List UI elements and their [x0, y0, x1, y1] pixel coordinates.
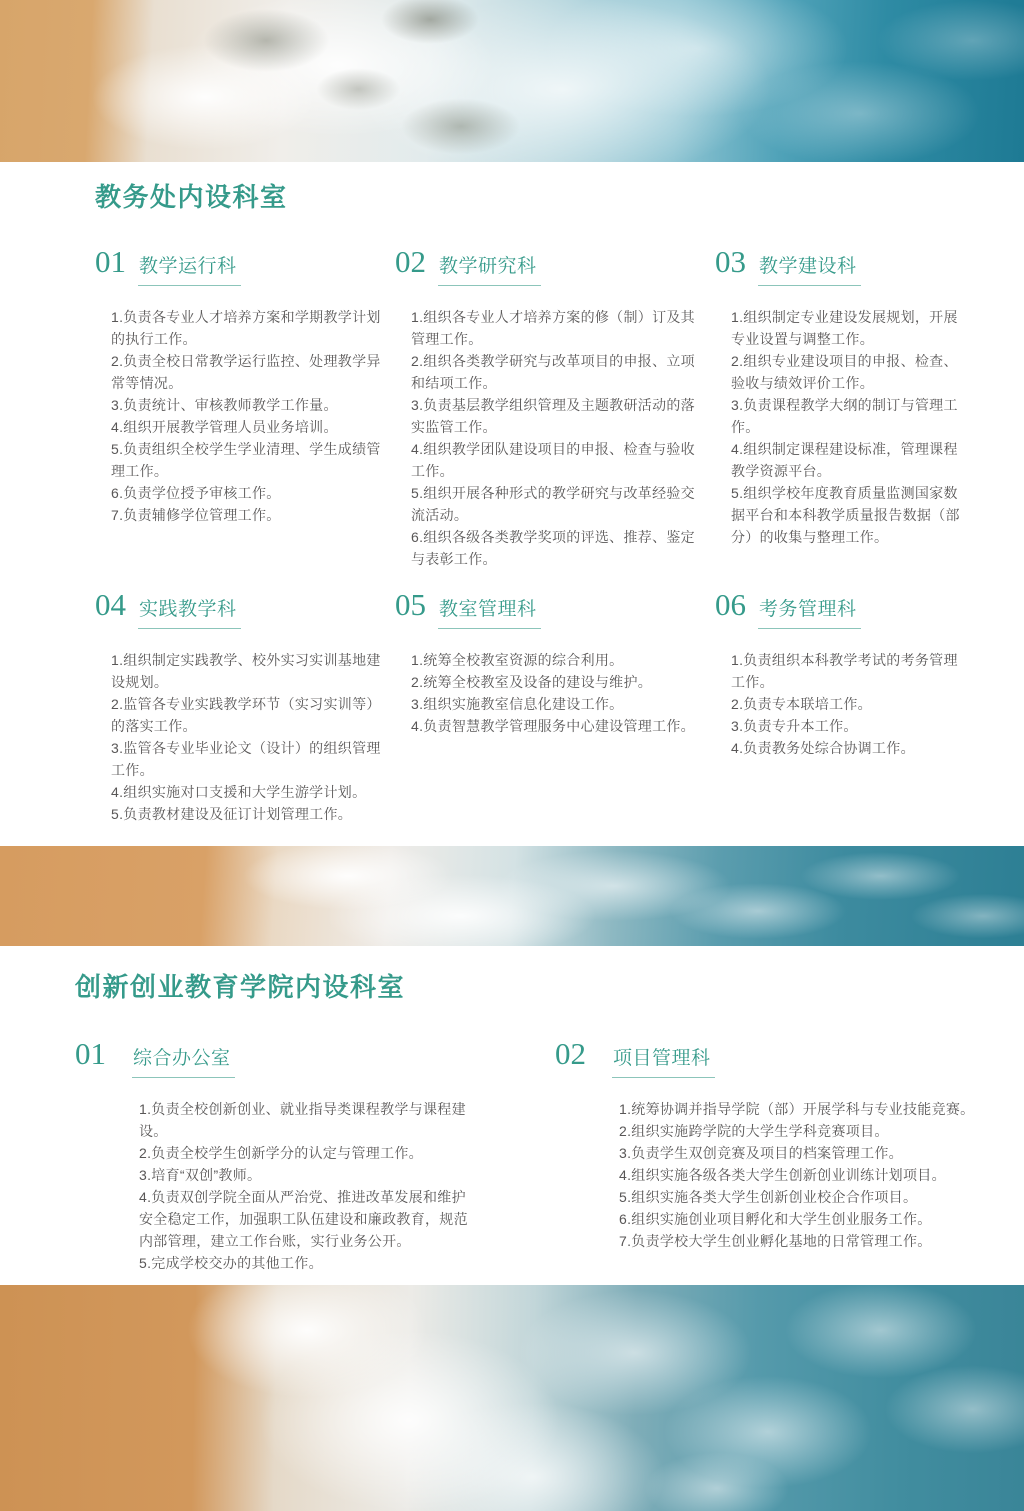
beach-photo-top-icon	[0, 0, 1024, 162]
duty-list	[95, 649, 395, 825]
duty-item: 5.组织开展各种形式的教学研究与改革经验交流活动。	[411, 485, 695, 523]
duty-list	[75, 1098, 555, 1274]
duty-item: 7.负责辅修学位管理工作。	[111, 507, 281, 523]
dept-header	[395, 245, 715, 286]
dept-card-practical-teaching	[95, 588, 395, 825]
dept-header	[555, 1037, 1024, 1078]
duty-list	[95, 306, 395, 526]
duty-item: 3.负责课程教学大纲的制订与管理工作。	[731, 397, 958, 435]
duty-item: 1.统筹协调并指导学院（部）开展学科与专业技能竞赛。	[619, 1101, 975, 1117]
duty-item: 6.负责学位授予审核工作。	[111, 485, 281, 501]
section-title-academic-affairs: 教务处内设科室	[95, 182, 288, 212]
duty-item: 3.负责基层教学组织管理及主题教研活动的落实监管工作。	[411, 397, 695, 435]
duty-item: 2.组织各类教学研究与改革项目的申报、立项和结项工作。	[411, 353, 695, 391]
duty-item: 3.组织实施教室信息化建设工作。	[411, 696, 624, 712]
duty-item: 2.负责全校学生创新学分的认定与管理工作。	[139, 1145, 423, 1161]
dept-number: 05	[395, 587, 426, 622]
duty-item: 4.组织制定课程建设标准，管理课程教学资源平台。	[731, 441, 958, 479]
duty-item: 4.组织实施对口支援和大学生游学计划。	[111, 784, 367, 800]
duty-item: 1.组织各专业人才培养方案的修（制）订及其管理工作。	[411, 309, 695, 347]
duty-item: 1.统筹全校教室资源的综合利用。	[411, 652, 624, 668]
duty-item: 4.负责教务处综合协调工作。	[731, 740, 915, 756]
dept-name: 项目管理科	[612, 1043, 715, 1078]
duty-item: 1.负责组织本科教学考试的考务管理工作。	[731, 652, 958, 690]
duty-item: 4.组织教学团队建设项目的申报、检查与验收工作。	[411, 441, 695, 479]
dept-number: 01	[95, 244, 126, 279]
duty-item: 4.组织实施各级各类大学生创新创业训练计划项目。	[619, 1167, 946, 1183]
dept-number: 02	[555, 1036, 586, 1071]
dept-number: 06	[715, 587, 746, 622]
duty-list	[395, 649, 715, 737]
section-innovation-college	[0, 946, 1024, 1285]
dept-card-exam-management	[715, 588, 969, 825]
dept-header	[75, 1037, 555, 1078]
dept-header	[95, 245, 395, 286]
dept-card-teaching-construction	[715, 245, 969, 570]
duty-item: 5.组织学校年度教育质量监测国家数据平台和本科教学质量报告数据（部分）的收集与整理工作。	[731, 485, 960, 545]
beach-photo-middle-icon	[0, 846, 1024, 946]
dept-header	[715, 588, 969, 629]
duty-item: 5.负责组织全校学生学业清理、学生成绩管理工作。	[111, 441, 381, 479]
dept-name: 综合办公室	[132, 1043, 235, 1078]
section-title-innovation-college: 创新创业教育学院内设科室	[75, 972, 406, 1002]
beach-photo-bottom-icon	[0, 1285, 1024, 1511]
dept-number: 04	[95, 587, 126, 622]
duty-item: 3.负责专升本工作。	[731, 718, 858, 734]
duty-item: 6.组织实施创业项目孵化和大学生创业服务工作。	[619, 1211, 932, 1227]
duty-item: 2.组织专业建设项目的申报、检查、验收与绩效评价工作。	[731, 353, 958, 391]
dept-name: 实践教学科	[138, 594, 241, 629]
duty-item: 1.组织制定实践教学、校外实习实训基地建设规划。	[111, 652, 381, 690]
duty-item: 4.组织开展教学管理人员业务培训。	[111, 419, 338, 435]
dept-card-general-office	[75, 1037, 555, 1274]
duty-item: 2.监管各专业实践教学环节（实习实训等）的落实工作。	[111, 696, 381, 734]
section-academic-affairs	[0, 162, 1024, 846]
duty-item: 2.负责专本联培工作。	[731, 696, 872, 712]
duty-item: 2.统筹全校教室及设备的建设与维护。	[411, 674, 653, 690]
dept-name: 教学运行科	[138, 251, 241, 286]
duty-item: 3.负责学生双创竞赛及项目的档案管理工作。	[619, 1145, 903, 1161]
duty-list	[395, 306, 715, 570]
duty-list	[715, 649, 969, 759]
duty-item: 1.负责全校创新创业、就业指导类课程教学与课程建设。	[139, 1101, 466, 1139]
dept-name: 教学研究科	[438, 251, 541, 286]
duty-item: 1.组织制定专业建设发展规划，开展专业设置与调整工作。	[731, 309, 958, 347]
duty-item: 4.负责智慧教学管理服务中心建设管理工作。	[411, 718, 695, 734]
dept-number: 02	[395, 244, 426, 279]
dept-card-teaching-research	[395, 245, 715, 570]
dept-card-project-management	[555, 1037, 1024, 1274]
duty-item: 2.负责全校日常教学运行监控、处理教学异常等情况。	[111, 353, 381, 391]
duty-item: 5.完成学校交办的其他工作。	[139, 1255, 323, 1271]
dept-grid-academic-affairs	[95, 245, 1024, 825]
duty-item: 7.负责学校大学生创业孵化基地的日常管理工作。	[619, 1233, 932, 1249]
dept-number: 03	[715, 244, 746, 279]
duty-item: 2.组织实施跨学院的大学生学科竞赛项目。	[619, 1123, 889, 1139]
duty-item: 6.组织各级各类教学奖项的评选、推荐、鉴定与表彰工作。	[411, 529, 695, 567]
duty-item: 3.培育“双创”教师。	[139, 1167, 262, 1183]
dept-card-classroom-management	[395, 588, 715, 825]
dept-name: 教室管理科	[438, 594, 541, 629]
duty-item: 5.负责教材建设及征订计划管理工作。	[111, 806, 353, 822]
dept-card-teaching-operations	[95, 245, 395, 570]
duty-list	[715, 306, 969, 548]
duty-list	[555, 1098, 1024, 1252]
duty-item: 5.组织实施各类大学生创新创业校企合作项目。	[619, 1189, 918, 1205]
duty-item: 4.负责双创学院全面从严治党、推进改革发展和维护安全稳定工作，加强职工队伍建设和廉政教育，规范内部管理，建立工作台账，实行业务公开。	[139, 1189, 468, 1249]
dept-header	[715, 245, 969, 286]
duty-item: 3.负责统计、审核教师教学工作量。	[111, 397, 338, 413]
duty-item: 1.负责各专业人才培养方案和学期教学计划的执行工作。	[111, 309, 381, 347]
dept-name: 教学建设科	[758, 251, 861, 286]
dept-name: 考务管理科	[758, 594, 861, 629]
dept-number: 01	[75, 1036, 106, 1071]
dept-header	[395, 588, 715, 629]
dept-header	[95, 588, 395, 629]
dept-grid-innovation-college	[75, 1037, 1024, 1274]
duty-item: 3.监管各专业毕业论文（设计）的组织管理工作。	[111, 740, 381, 778]
